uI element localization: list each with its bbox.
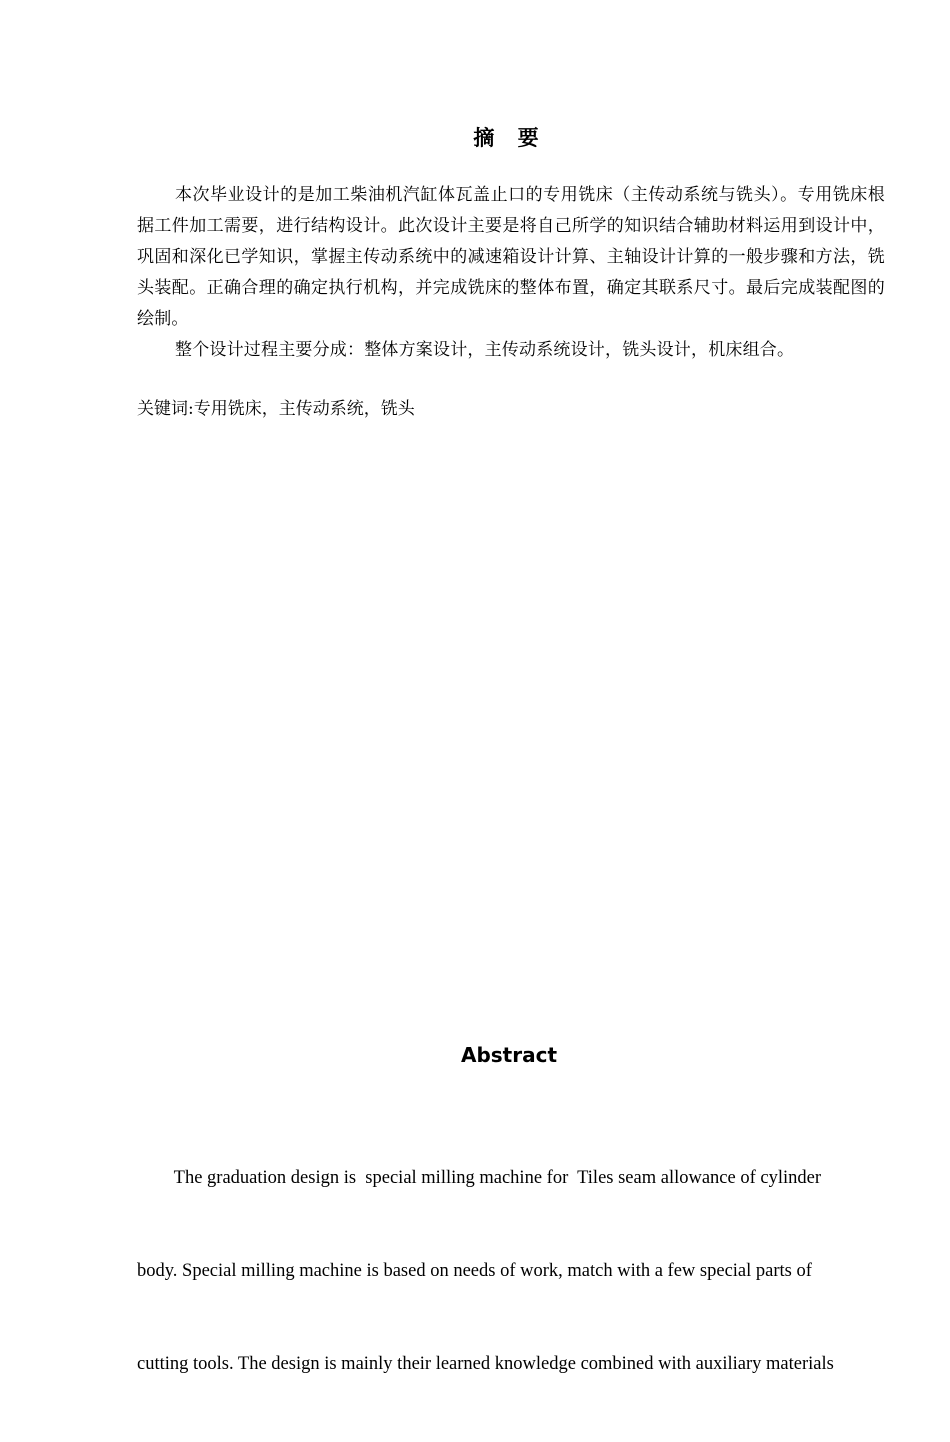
keywords-text: :专用铣床，主传动系统，铣头: [188, 399, 415, 419]
chinese-abstract-paragraph-2: 整个设计过程主要分成：整体方案设计，主传动系统设计，铣头设计，机床组合。: [175, 340, 795, 360]
keywords-line: [137, 394, 415, 424]
chinese-abstract-title: 摘 要: [473, 126, 547, 150]
chinese-abstract-body: [137, 180, 885, 366]
english-abstract-title: Abstract: [460, 1043, 558, 1067]
keywords-label: 关键词: [137, 399, 188, 419]
english-abstract-line-3: cutting tools. The design is mainly their learned knowledge combined with auxiliary materials: [137, 1354, 834, 1374]
english-abstract-line-1: The graduation design is special milling machine for Tiles seam allowance of cylinder: [137, 1168, 822, 1188]
chinese-abstract-paragraph-1: 本次毕业设计的是加工柴油机汽缸体瓦盖止口的专用铣床（主传动系统与铣头）。专用铣床根据工件加工需要，进行结构设计。此次设计主要是将自己所学的知识结合辅助材料运用到设计中，巩固和深化已学知识，掌握主传动系统中的减速箱设计计算、主轴设计计算的一般步骤和方法，铣头装配。正确合理的确定执行机构，并完成铣床的整体布置，确定其联系尺寸。最后完成装配图的绘制。: [137, 185, 885, 329]
english-abstract-line-2: body. Special milling machine is based on needs of work, match with a few special parts of: [137, 1261, 812, 1281]
english-abstract-body: [137, 1101, 861, 1442]
